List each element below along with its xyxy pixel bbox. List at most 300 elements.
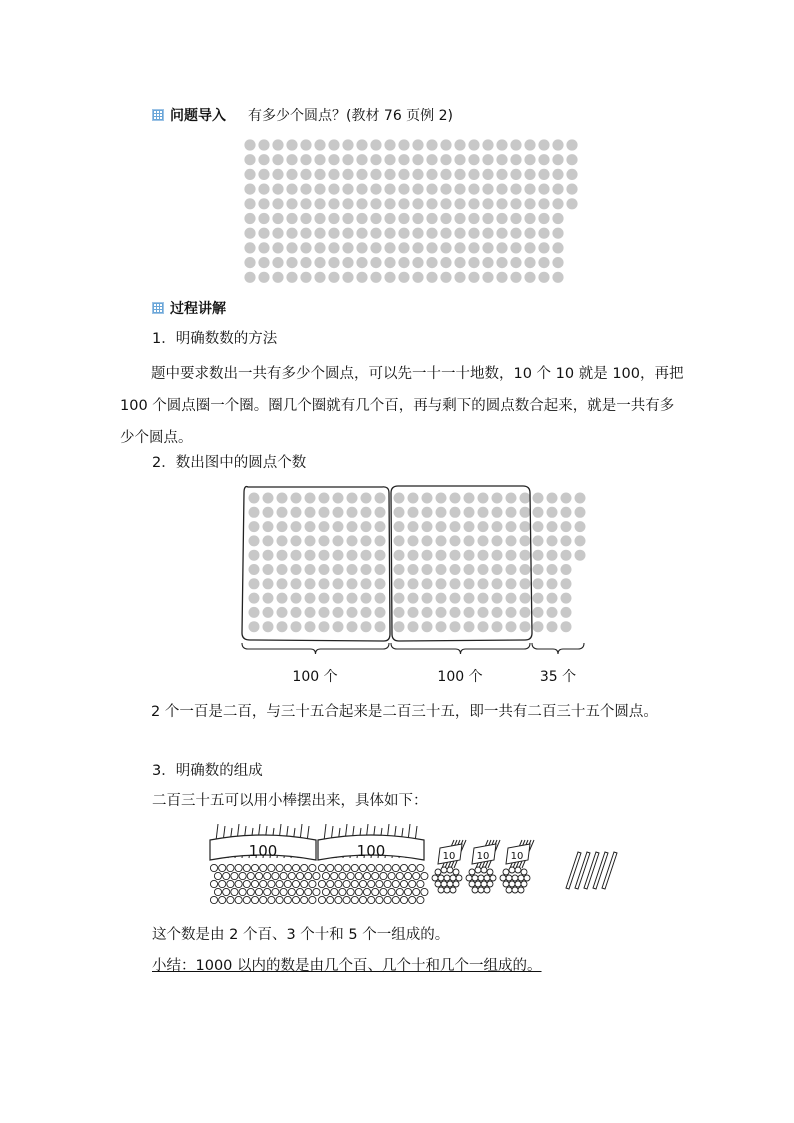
- dot: [347, 535, 358, 546]
- dot: [520, 521, 531, 532]
- dot: [258, 169, 269, 180]
- dot: [408, 564, 419, 575]
- dot: [468, 242, 479, 253]
- dot: [286, 228, 297, 239]
- dot: [506, 493, 517, 504]
- dot: [552, 242, 563, 253]
- dot: [347, 521, 358, 532]
- dot: [468, 257, 479, 268]
- bundle-label: 10: [442, 851, 456, 862]
- dot: [561, 578, 572, 589]
- dot: [408, 593, 419, 604]
- dot: [398, 169, 409, 180]
- dot: [300, 228, 311, 239]
- dot: [249, 493, 260, 504]
- dot: [263, 550, 274, 561]
- dot: [454, 184, 465, 195]
- dot: [375, 521, 386, 532]
- dot: [440, 272, 451, 283]
- dot: [454, 198, 465, 209]
- dot: [394, 564, 405, 575]
- dot: [496, 184, 507, 195]
- section-bullet-icon: [152, 302, 164, 314]
- dot: [291, 621, 302, 632]
- dot: [375, 507, 386, 518]
- dot: [538, 228, 549, 239]
- dot: [272, 184, 283, 195]
- dot: [464, 564, 475, 575]
- dot: [258, 139, 269, 150]
- dot: [496, 139, 507, 150]
- dot: [468, 213, 479, 224]
- dot: [272, 139, 283, 150]
- dot: [552, 184, 563, 195]
- dot: [258, 154, 269, 165]
- dot: [575, 493, 586, 504]
- dot: [496, 213, 507, 224]
- dot: [506, 564, 517, 575]
- dot: [422, 493, 433, 504]
- dot: [244, 198, 255, 209]
- dot: [291, 521, 302, 532]
- dot: [412, 257, 423, 268]
- dot: [520, 550, 531, 561]
- dot: [319, 564, 330, 575]
- dot: [426, 154, 437, 165]
- dot: [361, 535, 372, 546]
- dot: [277, 535, 288, 546]
- dot: [394, 621, 405, 632]
- dot: [375, 578, 386, 589]
- dot: [398, 198, 409, 209]
- dot: [482, 242, 493, 253]
- dot: [342, 198, 353, 209]
- dot: [492, 535, 503, 546]
- dot: [454, 272, 465, 283]
- dot: [263, 521, 274, 532]
- dot: [361, 578, 372, 589]
- brace-label: 35 个: [539, 669, 577, 685]
- dot: [482, 272, 493, 283]
- step3-intro: 二百三十五可以用小棒摆出来，具体如下：: [152, 793, 428, 809]
- dot: [361, 564, 372, 575]
- dot: [398, 154, 409, 165]
- dot: [305, 578, 316, 589]
- dot: [561, 621, 572, 632]
- dot: [538, 213, 549, 224]
- hundred-bundle: [318, 824, 428, 904]
- dot: [478, 564, 489, 575]
- dot: [328, 242, 339, 253]
- dot: [510, 184, 521, 195]
- dot: [450, 493, 461, 504]
- dot: [394, 521, 405, 532]
- dot: [524, 169, 535, 180]
- dot: [436, 493, 447, 504]
- dot: [436, 607, 447, 618]
- dot: [547, 521, 558, 532]
- dot: [333, 507, 344, 518]
- dot: [258, 257, 269, 268]
- dot: [533, 607, 544, 618]
- dot: [394, 550, 405, 561]
- dot: [319, 593, 330, 604]
- dot: [426, 242, 437, 253]
- dot: [492, 564, 503, 575]
- dot: [538, 198, 549, 209]
- dot: [356, 272, 367, 283]
- dot: [300, 139, 311, 150]
- dot: [384, 139, 395, 150]
- dot: [319, 493, 330, 504]
- dot: [547, 564, 558, 575]
- dot: [450, 521, 461, 532]
- dot: [328, 257, 339, 268]
- dot: [492, 607, 503, 618]
- dot: [356, 154, 367, 165]
- dot: [375, 593, 386, 604]
- dot: [356, 198, 367, 209]
- dot: [258, 213, 269, 224]
- section-heading-intro: [152, 105, 453, 125]
- dot: [468, 169, 479, 180]
- dot: [370, 257, 381, 268]
- dot: [510, 154, 521, 165]
- dot: [384, 257, 395, 268]
- dot: [305, 621, 316, 632]
- dot: [314, 198, 325, 209]
- dot: [384, 184, 395, 195]
- dot: [440, 257, 451, 268]
- dot: [333, 607, 344, 618]
- dot: [426, 228, 437, 239]
- dot: [422, 564, 433, 575]
- bundle-label: 100: [248, 842, 278, 860]
- dot: [249, 578, 260, 589]
- dot: [361, 607, 372, 618]
- dot: [342, 257, 353, 268]
- dot: [384, 154, 395, 165]
- dot: [319, 521, 330, 532]
- dot: [333, 621, 344, 632]
- grouped-dots-figure: [238, 483, 594, 688]
- dot: [398, 257, 409, 268]
- bundle-label: 100: [356, 842, 386, 860]
- dot: [244, 184, 255, 195]
- dot: [422, 621, 433, 632]
- dot: [314, 257, 325, 268]
- dot: [249, 564, 260, 575]
- ten-bundle: [432, 840, 466, 893]
- dot: [506, 535, 517, 546]
- dot: [249, 535, 260, 546]
- dot: [333, 493, 344, 504]
- dot: [319, 507, 330, 518]
- dot: [478, 607, 489, 618]
- dot: [533, 564, 544, 575]
- dot: [538, 169, 549, 180]
- dot: [361, 521, 372, 532]
- dot: [464, 593, 475, 604]
- dot: [333, 593, 344, 604]
- step1-heading: 1．明确数数的方法: [152, 331, 278, 347]
- dot: [538, 139, 549, 150]
- dot: [347, 550, 358, 561]
- dot: [394, 535, 405, 546]
- dot: [552, 139, 563, 150]
- summary-text: 小结：1000 以内的数是由几个百、几个十和几个一组成的。: [152, 958, 542, 974]
- dot: [333, 521, 344, 532]
- dot: [422, 607, 433, 618]
- dot: [286, 169, 297, 180]
- dot: [272, 169, 283, 180]
- dot: [356, 169, 367, 180]
- dot: [328, 228, 339, 239]
- dot: [492, 578, 503, 589]
- dot: [263, 564, 274, 575]
- dot: [412, 272, 423, 283]
- dot: [244, 154, 255, 165]
- dot: [342, 272, 353, 283]
- section-heading-process: [152, 298, 226, 318]
- dot: [450, 535, 461, 546]
- dot: [249, 521, 260, 532]
- brace: [532, 643, 584, 654]
- dot: [552, 272, 563, 283]
- dot: [305, 493, 316, 504]
- dot: [547, 607, 558, 618]
- dot: [436, 521, 447, 532]
- dot: [440, 169, 451, 180]
- dot: [408, 621, 419, 632]
- dot: [426, 198, 437, 209]
- dot: [436, 593, 447, 604]
- dot: [506, 578, 517, 589]
- dot: [520, 535, 531, 546]
- dot: [533, 621, 544, 632]
- dot: [524, 228, 535, 239]
- brace: [391, 643, 530, 654]
- dot: [524, 198, 535, 209]
- dot: [286, 198, 297, 209]
- dot: [533, 507, 544, 518]
- dot: [450, 593, 461, 604]
- dot: [342, 154, 353, 165]
- dot: [333, 535, 344, 546]
- dot: [333, 564, 344, 575]
- dot: [314, 272, 325, 283]
- dot: [538, 184, 549, 195]
- dot: [370, 198, 381, 209]
- dot: [482, 198, 493, 209]
- dot: [342, 139, 353, 150]
- dot: [398, 184, 409, 195]
- dot: [524, 184, 535, 195]
- dot: [384, 169, 395, 180]
- dot: [398, 228, 409, 239]
- dot: [482, 154, 493, 165]
- dot: [291, 564, 302, 575]
- dot: [286, 257, 297, 268]
- dot: [412, 169, 423, 180]
- dot: [300, 154, 311, 165]
- dot: [305, 564, 316, 575]
- dot: [305, 535, 316, 546]
- step1-text: 题中要求数出一共有多少个圆点，可以先一十一十地数，10 个 10 就是 100，再把 100 个圆点圈一个圈。圈几个圈就有几个百，再与剩下的圆点数合起来，就是一共有多少个圆点。: [120, 366, 684, 446]
- dot: [370, 242, 381, 253]
- dot: [440, 184, 451, 195]
- dot: [291, 507, 302, 518]
- dot: [482, 139, 493, 150]
- dot: [319, 535, 330, 546]
- dot: [375, 535, 386, 546]
- dot: [552, 169, 563, 180]
- dot: [492, 521, 503, 532]
- dot: [412, 228, 423, 239]
- dot: [408, 521, 419, 532]
- dot: [422, 535, 433, 546]
- dot: [319, 550, 330, 561]
- dot: [300, 272, 311, 283]
- dot: [464, 521, 475, 532]
- dot: [370, 228, 381, 239]
- dot: [561, 507, 572, 518]
- dot: [314, 228, 325, 239]
- dot: [506, 521, 517, 532]
- dot: [305, 593, 316, 604]
- dot: [520, 593, 531, 604]
- dot: [575, 507, 586, 518]
- dot: [520, 507, 531, 518]
- dot: [342, 228, 353, 239]
- dot: [263, 535, 274, 546]
- dot: [520, 493, 531, 504]
- dot: [305, 521, 316, 532]
- dot: [533, 521, 544, 532]
- dot: [524, 257, 535, 268]
- section-label: 过程讲解: [170, 301, 226, 317]
- dot: [561, 564, 572, 575]
- dot: [300, 169, 311, 180]
- dot: [547, 493, 558, 504]
- dot: [510, 139, 521, 150]
- dot: [272, 213, 283, 224]
- dot: [520, 564, 531, 575]
- dot: [398, 242, 409, 253]
- dot: [454, 213, 465, 224]
- dot: [244, 139, 255, 150]
- dot: [286, 213, 297, 224]
- dot: [277, 564, 288, 575]
- dot: [506, 593, 517, 604]
- dot: [384, 242, 395, 253]
- dot: [375, 564, 386, 575]
- dot: [510, 242, 521, 253]
- dot: [291, 607, 302, 618]
- dot: [394, 607, 405, 618]
- dot: [370, 154, 381, 165]
- dot: [468, 272, 479, 283]
- dot: [342, 213, 353, 224]
- dot: [356, 213, 367, 224]
- dot: [492, 593, 503, 604]
- dot: [272, 198, 283, 209]
- dot: [356, 242, 367, 253]
- dot: [450, 550, 461, 561]
- dot: [244, 169, 255, 180]
- dot: [272, 154, 283, 165]
- step2-conclusion: 2 个一百是二百，与三十五合起来是二百三十五，即一共有二百三十五个圆点。: [151, 704, 658, 720]
- dot: [482, 257, 493, 268]
- dot: [394, 593, 405, 604]
- dot: [454, 228, 465, 239]
- bundle-label: 10: [510, 851, 524, 862]
- dot: [566, 184, 577, 195]
- section-bullet-icon: [152, 109, 164, 121]
- dot: [547, 621, 558, 632]
- dot: [575, 550, 586, 561]
- dot: [286, 272, 297, 283]
- dot: [496, 169, 507, 180]
- dot: [482, 184, 493, 195]
- dot: [412, 198, 423, 209]
- step3-heading: 3．明确数的组成: [152, 763, 263, 779]
- dot: [422, 521, 433, 532]
- dot: [291, 535, 302, 546]
- dot: [552, 154, 563, 165]
- dot: [468, 228, 479, 239]
- dot: [450, 507, 461, 518]
- dot: [426, 184, 437, 195]
- dot: [561, 607, 572, 618]
- dot: [520, 621, 531, 632]
- dot: [482, 213, 493, 224]
- dot: [422, 550, 433, 561]
- dot: [454, 154, 465, 165]
- dot: [314, 242, 325, 253]
- dot: [450, 607, 461, 618]
- dot: [510, 257, 521, 268]
- dot: [408, 507, 419, 518]
- dot: [408, 578, 419, 589]
- dot: [496, 257, 507, 268]
- dot: [422, 578, 433, 589]
- dot: [333, 578, 344, 589]
- dot: [277, 578, 288, 589]
- dot: [575, 535, 586, 546]
- dot: [552, 213, 563, 224]
- dot: [314, 169, 325, 180]
- dot: [277, 493, 288, 504]
- dot: [538, 257, 549, 268]
- sticks-figure: [204, 818, 624, 918]
- dot: [347, 607, 358, 618]
- dot: [328, 154, 339, 165]
- dot: [547, 535, 558, 546]
- dot: [361, 621, 372, 632]
- dot: [524, 272, 535, 283]
- dot: [412, 139, 423, 150]
- dot: [398, 139, 409, 150]
- dot: [533, 493, 544, 504]
- dot: [440, 213, 451, 224]
- dot: [412, 184, 423, 195]
- dot: [561, 593, 572, 604]
- dot: [561, 535, 572, 546]
- dot: [468, 198, 479, 209]
- brace-label: 100 个: [437, 669, 483, 685]
- dot: [370, 139, 381, 150]
